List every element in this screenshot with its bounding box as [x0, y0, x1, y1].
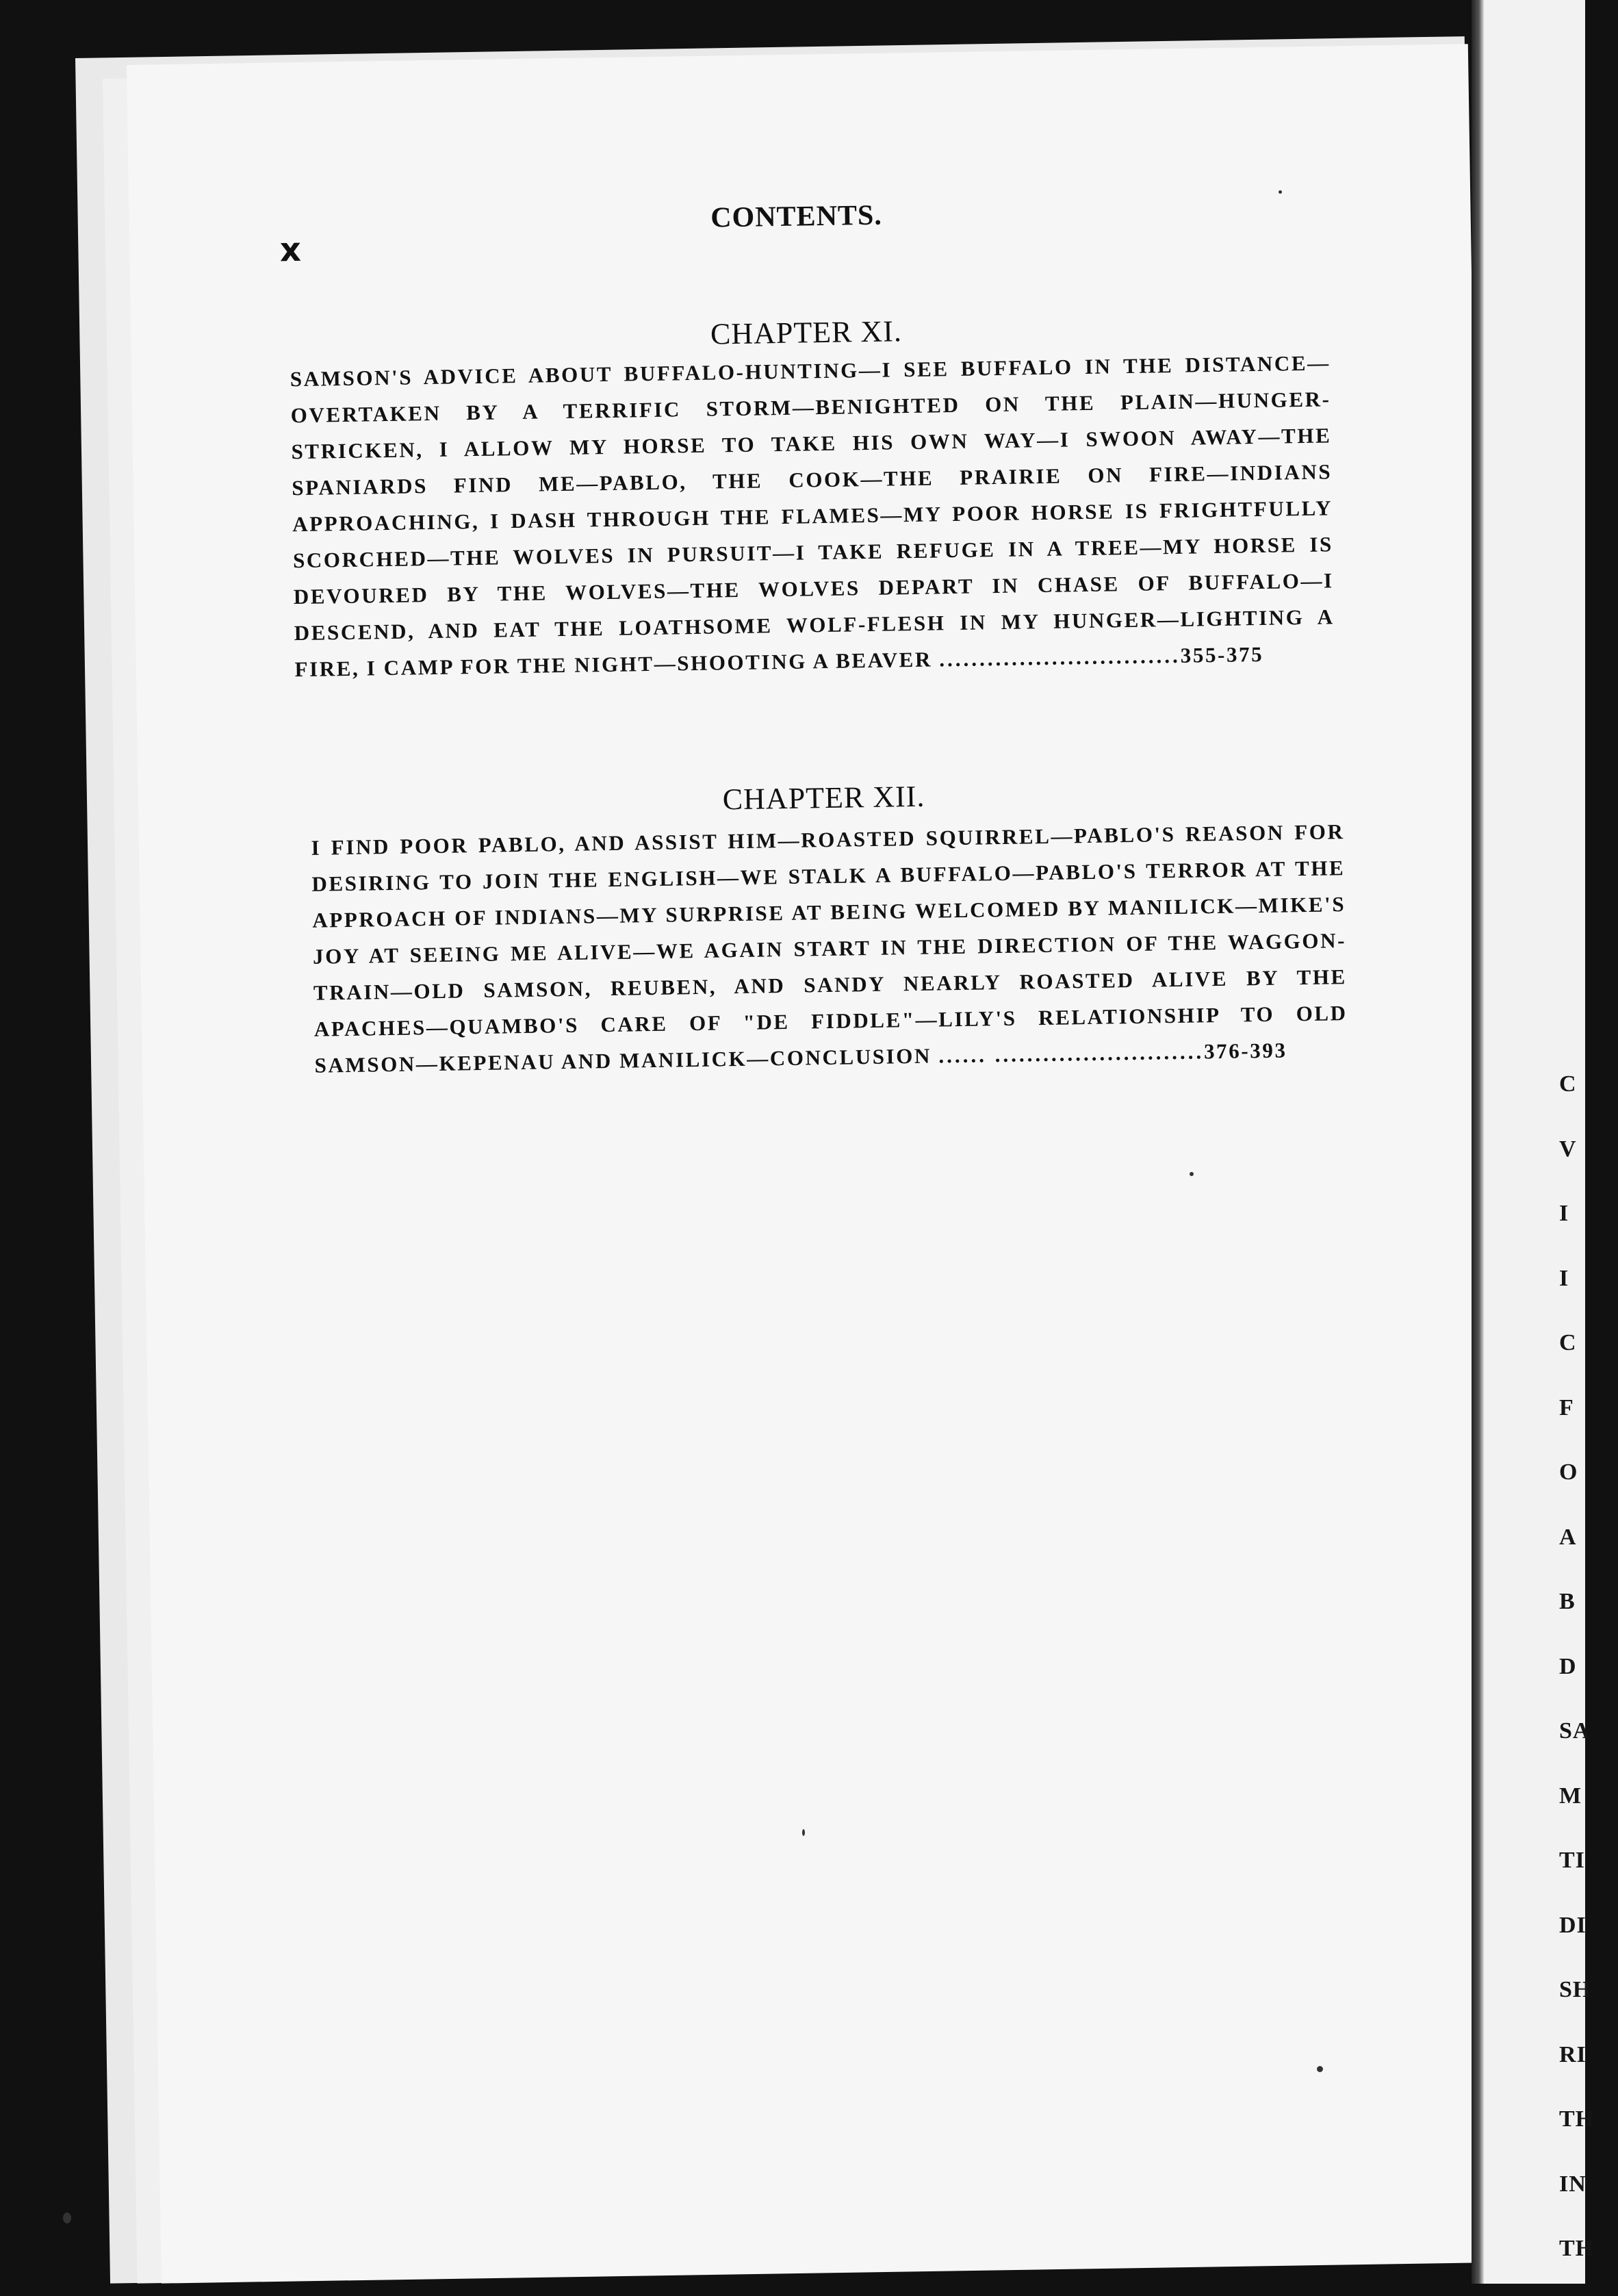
page-range: 376-393 [1203, 1038, 1287, 1064]
adjacent-page-letter: SA [1559, 1718, 1591, 1744]
adjacent-page-letter: I [1559, 1201, 1569, 1226]
chapter-heading: CHAPTER XII. [722, 779, 925, 817]
chapter-heading: CHAPTER XI. [710, 314, 903, 351]
adjacent-page-letter: D [1559, 1653, 1577, 1679]
adjacent-page-letter: TH [1559, 2106, 1595, 2132]
adjacent-page-letter: O [1559, 1459, 1578, 1485]
chapter-summary-text: I FIND POOR PABLO, AND ASSIST HIM—ROASTED SQUIRREL—PABLO'S REASON FOR DESIRING TO JOIN THE ENGLISH—WE STALK A BUFFALO—PABLO'S TERROR AT THE APPROACH OF INDIANS—MY SURPRISE AT BEING WELCOMED BY MANILICK—MIKE'S JOY AT SEEING ME ALIVE—WE AGAIN START IN THE DIRECTION OF THE WAGGON-TRAIN—OLD SAMSON, REUBEN, AND SANDY NEARLY ROASTED ALIVE BY THE APACHES—QUAMBO'S CARE OF "DE FIDDLE"—LILY'S RELATIONSHIP TO OLD SAMSON—KEPENAU AND MANILICK—CONCLUSION [311, 819, 1348, 1077]
scan-speck [1317, 2066, 1323, 2072]
adjacent-page-letter: TH [1559, 2236, 1595, 2261]
adjacent-page-letter: C [1559, 1330, 1577, 1355]
adjacent-page-letter: A [1559, 1524, 1577, 1550]
scan-speck [1190, 1172, 1194, 1176]
leader-dots: ...... .......................... [938, 1039, 1205, 1068]
adjacent-page-letter: F [1559, 1394, 1574, 1420]
adjacent-page-letter: B [1559, 1589, 1576, 1614]
scan-speck [802, 1829, 805, 1836]
running-head: CONTENTS. [710, 199, 883, 234]
adjacent-page-letter: DI [1559, 1912, 1587, 1938]
adjacent-page-letter: C [1559, 1071, 1577, 1097]
leader-dots: .............................. [938, 643, 1181, 672]
adjacent-page-letter: RI [1559, 2041, 1587, 2067]
adjacent-page-letter: SH [1559, 1977, 1592, 2002]
adjacent-page-letter: V [1559, 1136, 1577, 1162]
scan-speck [63, 2212, 71, 2223]
chapter-summary [311, 813, 1348, 1084]
page-numeral: x [279, 230, 302, 270]
page-range: 355-375 [1180, 641, 1264, 667]
scan-speck [1279, 190, 1282, 194]
adjacent-page-letter: IN [1559, 2171, 1587, 2197]
adjacent-page-letter: I [1559, 1265, 1569, 1291]
chapter-summary [290, 344, 1335, 687]
chapter-summary-text: SAMSON'S ADVICE ABOUT BUFFALO-HUNTING—I SEE BUFFALO IN THE DISTANCE—OVERTAKEN BY A TERRIFIC STORM—BENIGHTED ON THE PLAIN—HUNGER-STRICKEN, I ALLOW MY HORSE TO TAKE HIS OWN WAY—I SWOON AWAY—THE SPANIARDS FIND ME—PABLO, THE COOK—THE PRAIRIE ON FIRE—INDIANS APPROACHING, I DASH THROUGH THE FLAMES—MY POOR HORSE IS FRIGHTFULLY SCORCHED—THE WOLVES IN PURSUIT—I TAKE REFUGE IN A TREE—MY HORSE IS DEVOURED BY THE WOLVES—THE WOLVES DEPART IN CHASE OF BUFFALO—I DESCEND, AND EAT THE LOATHSOME WOLF-FLESH IN MY HUNGER—LIGHTING A FIRE, I CAMP FOR THE NIGHT—SHOOTING A BEAVER [290, 350, 1335, 682]
adjacent-page-letter: M [1559, 1783, 1582, 1809]
adjacent-page-letter: TI [1559, 1848, 1585, 1873]
